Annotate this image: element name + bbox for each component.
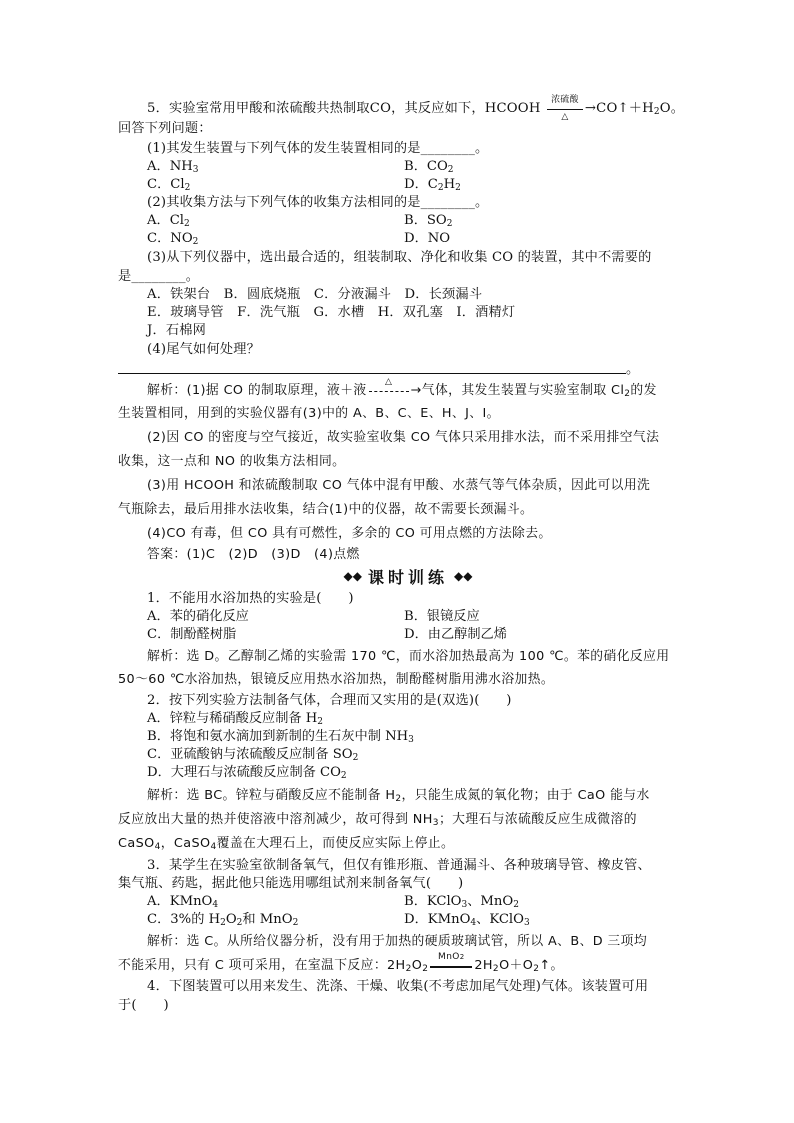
subscript: 2 [184, 219, 190, 229]
q5-stem: 5．实验室常用甲酸和浓硫酸共热制取CO，其反应如下，HCOOH 浓硫酸 △ $\to CO↑+H_2O$。 [147, 94, 685, 122]
option-text: B．KClO [404, 894, 462, 909]
subscript: 2 [492, 964, 500, 974]
option-text: C．Cl [147, 177, 185, 192]
q5-part4: (4)尾气如何处理？ [147, 342, 260, 357]
diamond-icon: ◆◆ [343, 569, 362, 583]
q3-stem: 3．某学生在实验室欲制备氧气，但仅有锥形瓶、普通漏斗、各种玻璃导管、橡皮管、 [147, 858, 651, 873]
q2-solution [147, 787, 707, 805]
solution-text: O [411, 958, 423, 973]
condition-top [428, 952, 474, 962]
subscript: 2 [447, 165, 454, 175]
subscript: 2 [395, 794, 402, 804]
q5-p1-option-c [147, 176, 190, 194]
subscript: 3 [192, 165, 199, 175]
option-text: D．KMnO [404, 912, 471, 927]
subscript: 2 [192, 237, 199, 247]
solution-text: ，CaSO [160, 836, 211, 851]
solution-text: ；大理石与浓硫酸反应生成微溶的 [438, 812, 637, 827]
subscript: 3 [461, 900, 468, 910]
condition-top: △ [384, 376, 393, 387]
option-text: 、MnO [467, 894, 514, 909]
q5-p2-option-a [147, 212, 190, 230]
subscript: 2 [513, 900, 519, 910]
solution-text: 反应放出大量的热并使溶液中溶剂减少，故可得到 NH [118, 812, 433, 827]
q1-solution: 解析：选 D。乙醇制乙烯的实验需 170 ℃，而水浴加热最高为 100 ℃。苯的硝化反应用 [147, 649, 670, 664]
q2-stem: 2．按下列实验方法制备气体，合理而又实用的是(双选)( ) [147, 693, 512, 708]
subscript: 2 [653, 107, 660, 117]
period: 。 [626, 362, 640, 377]
q5-solution-2b: 收集，这一点和 NO 的收集方法相同。 [118, 454, 346, 469]
q5-part3-blank: 是________。 [118, 269, 200, 284]
subscript: 4 [154, 842, 161, 852]
subscript: 2 [459, 952, 465, 961]
option-text: C．NO [147, 231, 193, 246]
reaction-condition [545, 94, 585, 122]
q1-option-c: C．制酚醛树脂 [147, 627, 237, 642]
q2-solution-b [118, 811, 678, 829]
q4-stem: 4．下图装置可以用来发生、洗涤、干燥、收集(不考虑加尾气处理)气体。该装置可用 [147, 979, 649, 994]
solution-text: O＋O [499, 958, 534, 973]
q2-option-c [147, 746, 358, 764]
subscript: 2 [533, 964, 540, 974]
condition-top: 浓硫酸 [551, 94, 579, 105]
condition-bar [369, 391, 409, 392]
option-text: A．KMnO [147, 894, 213, 909]
subscript: 2 [446, 219, 453, 229]
solution-text: ，只能生成氮的氧化物；由于 CaO 能与水 [401, 788, 650, 803]
q3-stem-b: 集气瓶、药匙，据此他只能选用哪组试剂来制备氧气( ) [118, 876, 464, 891]
section-banner [318, 566, 498, 586]
q5-stem-end: O。 [659, 101, 685, 116]
subscript: 2 [220, 918, 226, 928]
solution-text: 的发 [630, 383, 657, 398]
subscript: 2 [317, 717, 324, 727]
q5-solution-3b: 气瓶除去，最后用排水法收集，结合(1)中的仪器，故不需要长颈漏斗。 [118, 502, 534, 517]
condition-bar [547, 109, 583, 110]
option-text: A．Cl [147, 213, 185, 228]
answer-blank [118, 361, 626, 374]
q3-option-b [404, 893, 519, 911]
catalyst-text: MnO [438, 951, 460, 962]
q5-p1-option-d: D．$C_2H_2$ [404, 177, 461, 193]
q5-solution-3: (3)用 HCOOH 和浓硫酸制取 CO 气体中混有甲酸、水蒸气等气体杂质，因此可以用洗 [147, 478, 651, 493]
q1-option-b: B．银镜反应 [404, 609, 480, 624]
subscript: 2 [340, 771, 347, 781]
subscript: 4 [212, 900, 219, 910]
diamond-icon: ◆◆ [454, 569, 473, 583]
q3-option-d [404, 911, 530, 929]
q1-option-a: A．苯的硝化反应 [147, 609, 249, 624]
solution-text: 覆盖在大理石上，而使反应实际上停止。 [216, 836, 455, 851]
condition-bottom: △ [561, 111, 569, 122]
q5-p1-option-a [147, 158, 199, 176]
subscript: 2 [437, 183, 444, 193]
subscript: 2 [352, 753, 359, 763]
heat-condition [367, 376, 411, 398]
q3-solution-b [118, 951, 678, 975]
q1-option-d: D．由乙醇制乙烯 [404, 627, 507, 642]
q5-prompt: 回答下列问题： [118, 121, 212, 136]
q5-answer: 答案：(1)C (2)D (3)D (4)点燃 [147, 547, 360, 562]
subscript: 2 [624, 389, 631, 399]
q5-p2-option-b [404, 212, 452, 230]
q4-stem-b: 于( ) [118, 998, 169, 1013]
q3-option-a [147, 893, 218, 911]
subscript: 3 [408, 735, 414, 745]
solution-text: 解析：选 BC。锌粒与硝酸反应不能制备 H [147, 788, 396, 803]
q5-stem-text: 5．实验室常用甲酸和浓硫酸共热制取CO，其反应如下，HCOOH [147, 101, 545, 116]
q5-p2-option-d [404, 230, 450, 248]
q2-option-d [147, 764, 347, 782]
subscript: 2 [236, 918, 243, 928]
q3-solution: 解析：选 C。从所给仪器分析，没有用于加热的硬质玻璃试管，所以 A、B、D 三项均 [147, 934, 648, 949]
option-text: C．亚硫酸钠与浓硫酸反应制备 SO [147, 747, 353, 762]
catalyst-condition [428, 951, 474, 973]
option-text: C．3%的 H [147, 912, 221, 927]
option-text: B．CO [404, 159, 448, 174]
condition-bar [430, 966, 472, 970]
subscript: 2 [292, 918, 299, 928]
q5-solution-4: (4)CO 有毒，但 CO 具有可燃性，多余的 CO 可用点燃的方法除去。 [147, 526, 552, 541]
option-text: A．锌粒与稀硝酸反应制备 H [147, 711, 318, 726]
q2-option-b [147, 728, 414, 746]
q5-instruments-3: J．石棉网 [147, 323, 207, 338]
solution-text: →气体，其发生装置与实验室制取 Cl [410, 383, 625, 398]
q5-part2: (2)其收集方法与下列气体的收集方法相同的是________。 [147, 195, 489, 210]
subscript: 2 [405, 964, 412, 974]
q5-part3: (3)从下列仪器中，选出最合适的，组装制取、净化和收集 CO 的装置，其中不需要的 [147, 250, 652, 265]
q5-p2-option-c [147, 230, 198, 248]
q5-instruments-2: E．玻璃导管 F．洗气瓶 G．水槽 H．双孔塞 I．酒精灯 [147, 305, 516, 320]
q5-instruments-1: A．铁架台 B．圆底烧瓶 C．分液漏斗 D．长颈漏斗 [147, 287, 483, 302]
q2-option-a [147, 710, 323, 728]
option-text: 、KClO [476, 912, 524, 927]
option-text: A．NH [147, 159, 193, 174]
q2-solution-c [118, 835, 678, 853]
option-text: B．SO [404, 213, 447, 228]
q5-stem-product: CO↑＋H [596, 101, 654, 116]
solution-text: CaSO [118, 836, 155, 851]
subscript: 3 [523, 918, 530, 928]
subscript: 3 [432, 818, 439, 828]
q5-solution-1 [147, 376, 707, 400]
subscript: 2 [422, 964, 429, 974]
option-text: D．C [404, 177, 438, 192]
solution-text: 2H [474, 958, 493, 973]
option-text: B．将饱和氨水滴加到新制的生石灰中制 NH [147, 729, 409, 744]
q5-part1: (1)其发生装置与下列气体的发生装置相同的是________。 [147, 141, 489, 156]
q5-p1-option-b [404, 158, 454, 176]
q1-stem: 1．不能用水浴加热的实验是( ) [147, 591, 354, 606]
section-title: 课时训练 [367, 567, 448, 587]
solution-text: 不能采用，只有 C 项可采用，在室温下反应：2H [118, 958, 406, 973]
q5-solution-2: (2)因 CO 的密度与空气接近，故实验室收集 CO 气体只采用排水法，而不采用排空气法 [147, 430, 660, 445]
subscript: 4 [210, 842, 217, 852]
option-text: O [225, 912, 237, 927]
solution-text: ↑。 [539, 958, 564, 973]
q1-solution-b: 50～60 ℃水浴加热，银镜反应用热水浴加热，制酚醛树脂用沸水浴加热。 [118, 672, 555, 687]
q5-solution-1b: 生装置相同，用到的实验仪器有(3)中的 A、B、C、E、H、J、I。 [118, 406, 500, 421]
option-text: D．大理石与浓硫酸反应制备 CO [147, 765, 341, 780]
subscript: 4 [470, 918, 477, 928]
q3-option-c [147, 911, 298, 929]
solution-text: 解析：(1)据 CO 的制取原理，液＋液 [147, 383, 367, 398]
option-text: 和 MnO [242, 912, 293, 927]
subscript: 2 [184, 183, 191, 193]
option-text: D．NO [404, 231, 451, 246]
subscript: 2 [455, 183, 461, 193]
